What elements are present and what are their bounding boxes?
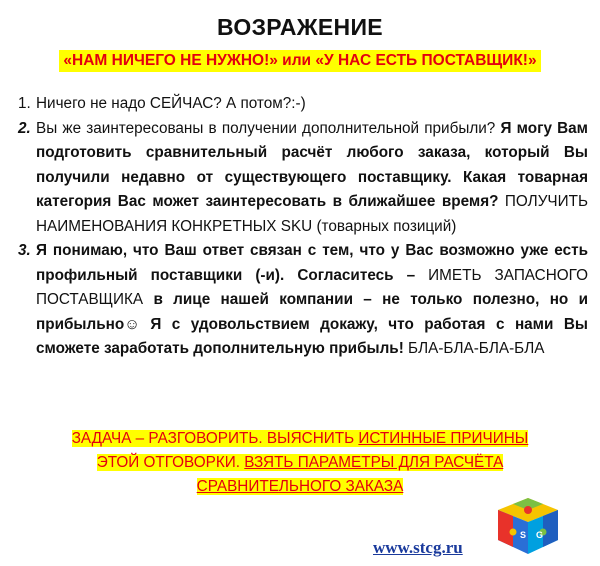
- item-text: БЛА-БЛА-БЛА-БЛА: [403, 340, 545, 357]
- task-underlined-text: ВЗЯТЬ ПАРАМЕТРЫ ДЛЯ РАСЧЁТА: [244, 454, 504, 471]
- task-underlined-text: СРАВНИТЕЛЬНОГО ЗАКАЗА: [196, 478, 404, 495]
- page-title: ВОЗРАЖЕНИЕ: [217, 14, 383, 40]
- item-bold-text: Я с удовольствием докажу, что работая с нами Вы сможете заработать дополнительную прибыль!: [36, 315, 588, 357]
- subtitle-container: [0, 50, 600, 72]
- item-text: Ничего не надо СЕЙЧАС? А потом?:-): [36, 95, 306, 112]
- task-text-part: ЗАДАЧА – РАЗГОВОРИТЬ. ВЫЯСНИТЬ: [71, 430, 359, 447]
- item-number: 3.: [18, 242, 31, 259]
- task-text: [72, 430, 529, 447]
- smiley-icon: ☺: [124, 315, 140, 333]
- item-bold-text: Я понимаю, что Ваш ответ связан с тем, что у Вас возможно уже есть профильный поставщики (-и). Согласитесь –: [36, 242, 588, 284]
- puzzle-cube-logo-icon: [492, 494, 564, 558]
- task-text: [97, 454, 504, 471]
- objection-subtitle: «НАМ НИЧЕГО НЕ НУЖНО!» или «У НАС ЕСТЬ ПОСТАВЩИК!»: [59, 50, 540, 72]
- task-text-part: ЭТОЙ ОТГОВОРКИ.: [96, 454, 245, 471]
- task-underlined-text: ИСТИННЫЕ ПРИЧИНЫ: [358, 430, 529, 447]
- item-number: 1.: [18, 95, 31, 112]
- item-text: Вы же заинтересованы в получении дополнительной прибыли?: [36, 119, 501, 137]
- website-link[interactable]: www.stcg.ru: [373, 538, 463, 557]
- responses-list: [18, 92, 588, 362]
- list-item: [18, 239, 588, 362]
- item-text: ИМЕТЬ ЗАПАСНОГО ПОСТАВЩИКА: [36, 266, 588, 308]
- task-block: [0, 427, 600, 499]
- list-item: [18, 92, 588, 117]
- svg-text:S: S: [520, 530, 527, 540]
- item-bold-text: Я могу Вам подготовить сравнительный расчёт любого заказа, который Вы получили недавно от существующего поставщику. Какая товарная категория Вас может заинтересовать в ближайшее время?: [36, 119, 589, 210]
- list-item: [18, 117, 588, 240]
- item-number: 2.: [18, 119, 31, 137]
- item-text: ПОЛУЧИТЬ НАИМЕНОВАНИЯ КОНКРЕТНЫХ SKU (товарных позиций): [36, 193, 588, 235]
- item-bold-text: в лице нашей компании – не только полезно, но и прибыльно: [36, 291, 589, 333]
- svg-text:G: G: [536, 530, 544, 540]
